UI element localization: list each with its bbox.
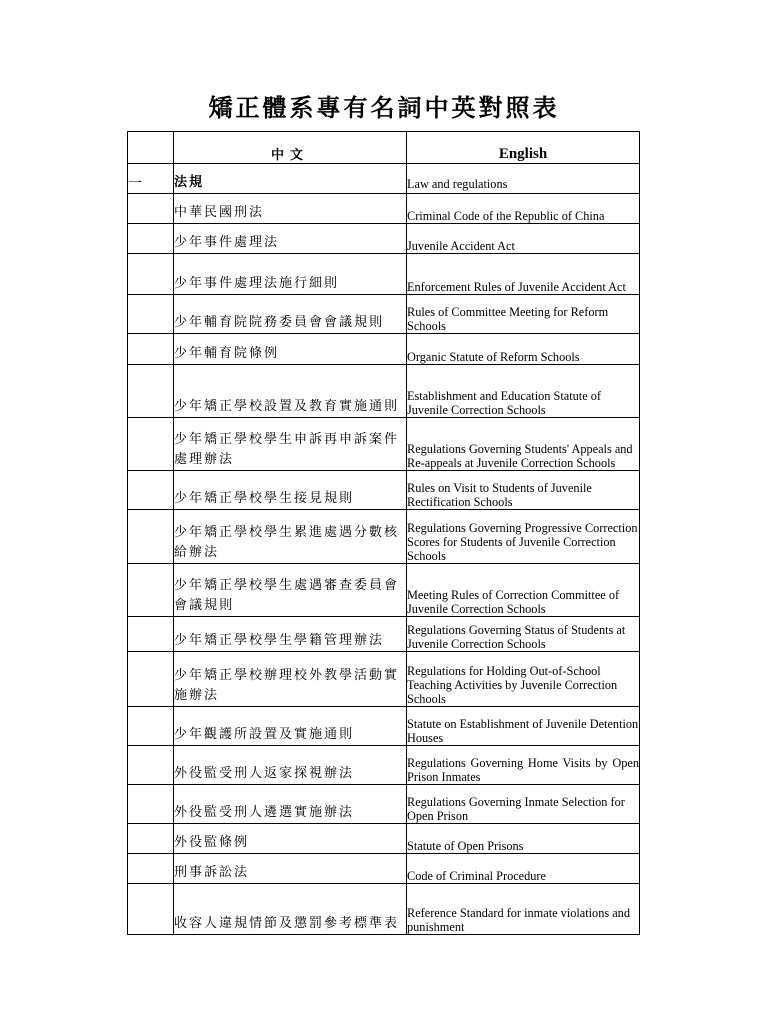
table-row <box>128 224 640 254</box>
table-row <box>128 254 640 295</box>
row-index-cell <box>128 254 174 295</box>
row-index-cell <box>128 471 174 510</box>
row-index-cell <box>128 707 174 746</box>
term-chinese: 少年矯正學校學生申訴再申訴案件處理辦法 <box>174 418 407 471</box>
term-english: Reference Standard for inmate violations and punishment <box>407 884 640 935</box>
term-english: Regulations Governing Progressive Correction Scores for Students of Juvenile Correction Schools <box>407 510 640 564</box>
term-english: Rules of Committee Meeting for Reform Schools <box>407 295 640 334</box>
term-english: Criminal Code of the Republic of China <box>407 194 640 224</box>
term-english: Juvenile Accident Act <box>407 224 640 254</box>
table-header-row <box>128 132 640 164</box>
header-index-cell <box>128 132 174 164</box>
term-english: Rules on Visit to Students of Juvenile Rectification Schools <box>407 471 640 510</box>
term-chinese: 少年矯正學校學生學籍管理辦法 <box>174 617 407 652</box>
term-chinese: 少年觀護所設置及實施通則 <box>174 707 407 746</box>
term-chinese: 少年輔育院院務委員會會議規則 <box>174 295 407 334</box>
term-chinese: 少年矯正學校學生累進處遇分數核給辦法 <box>174 510 407 564</box>
table-row <box>128 365 640 418</box>
glossary-table <box>127 131 640 935</box>
table-row <box>128 707 640 746</box>
table-row <box>128 785 640 824</box>
row-index-cell <box>128 334 174 365</box>
document-title: 矯正體系專有名詞中英對照表 <box>208 93 560 122</box>
section-title-chinese: 法規 <box>174 164 407 194</box>
row-index-cell <box>128 884 174 935</box>
table-row <box>128 884 640 935</box>
row-index-cell <box>128 785 174 824</box>
term-chinese: 少年事件處理法施行細則 <box>174 254 407 295</box>
row-index-cell <box>128 365 174 418</box>
header-english: English <box>407 132 640 164</box>
table-row <box>128 564 640 617</box>
term-chinese: 少年矯正學校設置及教育實施通則 <box>174 365 407 418</box>
table-row <box>128 854 640 884</box>
term-english: Statute on Establishment of Juvenile Detention Houses <box>407 707 640 746</box>
row-index-cell <box>128 652 174 707</box>
table-row <box>128 746 640 785</box>
section-index: 一 <box>128 164 174 194</box>
row-index-cell <box>128 418 174 471</box>
table-row <box>128 617 640 652</box>
row-index-cell <box>128 510 174 564</box>
term-english: Regulations for Holding Out-of-School Teaching Activities by Juvenile Correction Schools <box>407 652 640 707</box>
table-row <box>128 194 640 224</box>
term-english: Code of Criminal Procedure <box>407 854 640 884</box>
row-index-cell <box>128 295 174 334</box>
term-chinese: 外役監條例 <box>174 824 407 854</box>
table-row <box>128 824 640 854</box>
row-index-cell <box>128 854 174 884</box>
term-chinese: 中華民國刑法 <box>174 194 407 224</box>
term-chinese: 刑事訴訟法 <box>174 854 407 884</box>
table-row <box>128 418 640 471</box>
row-index-cell <box>128 746 174 785</box>
term-english: Regulations Governing Students' Appeals and Re-appeals at Juvenile Correction Schools <box>407 418 640 471</box>
row-index-cell <box>128 824 174 854</box>
term-chinese: 外役監受刑人遴選實施辦法 <box>174 785 407 824</box>
table-row <box>128 510 640 564</box>
term-chinese: 少年矯正學校學生處遇審查委員會會議規則 <box>174 564 407 617</box>
term-chinese: 少年事件處理法 <box>174 224 407 254</box>
term-english: Regulations Governing Inmate Selection for Open Prison <box>407 785 640 824</box>
row-index-cell <box>128 194 174 224</box>
section-title-english: Law and regulations <box>407 164 640 194</box>
term-english: Organic Statute of Reform Schools <box>407 334 640 365</box>
row-index-cell <box>128 564 174 617</box>
term-chinese: 少年輔育院條例 <box>174 334 407 365</box>
term-chinese: 少年矯正學校辦理校外教學活動實施辦法 <box>174 652 407 707</box>
term-chinese: 收容人違規情節及懲罰參考標準表 <box>174 884 407 935</box>
term-english: Enforcement Rules of Juvenile Accident Act <box>407 254 640 295</box>
term-chinese: 少年矯正學校學生接見規則 <box>174 471 407 510</box>
row-index-cell <box>128 617 174 652</box>
term-english: Establishment and Education Statute of Juvenile Correction Schools <box>407 365 640 418</box>
table-row <box>128 652 640 707</box>
table-row <box>128 334 640 365</box>
term-english: Regulations Governing Status of Students at Juvenile Correction Schools <box>407 617 640 652</box>
term-english: Meeting Rules of Correction Committee of Juvenile Correction Schools <box>407 564 640 617</box>
row-index-cell <box>128 224 174 254</box>
term-english: Regulations Governing Home Visits by Open Prison Inmates <box>407 746 640 785</box>
term-chinese: 外役監受刑人返家探視辦法 <box>174 746 407 785</box>
table-row <box>128 471 640 510</box>
section-row <box>128 164 640 194</box>
header-chinese: 中文 <box>174 132 407 164</box>
table-row <box>128 295 640 334</box>
term-english: Statute of Open Prisons <box>407 824 640 854</box>
